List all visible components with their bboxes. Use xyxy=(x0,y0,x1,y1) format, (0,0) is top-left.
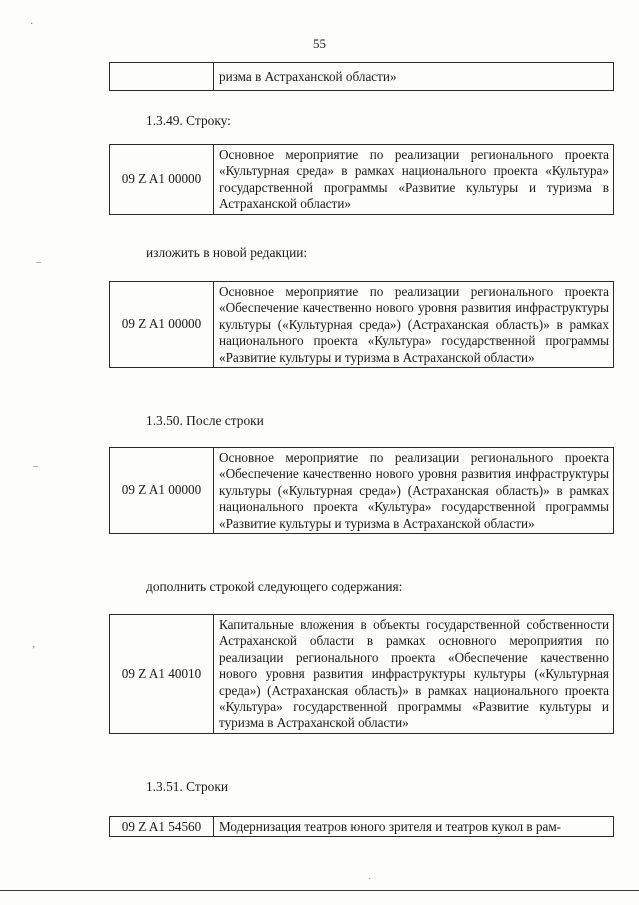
text-cell: Основное мероприятие по реализации регионального проекта «Обеспечение качественно нового уровня развития инфраструктуры культуры («Культурная среда») (Астраханская область)» в рамках национального проекта «Культура» государственной программы «Развитие культуры и туризма в Астраханской области» xyxy=(214,282,614,368)
paragraph-new-edition: изложить в новой редакции: xyxy=(146,245,308,260)
text-cell: Капитальные вложения в объекты государственной собственности Астраханской области в рамках основного мероприятия по реализации регионального проекта «Обеспечение качественно нового уровня развития инфраструктуры культуры («Культурная среда») (Астраханская область)» в рамках национального проекта «Культура» государственной программы «Развитие культуры и туризма в Астраханской области» xyxy=(214,615,614,734)
scan-speck: ‚ xyxy=(32,639,36,650)
code-cell: 09 Z A1 00000 xyxy=(110,282,214,368)
code-cell: 09 Z A1 00000 xyxy=(110,145,214,215)
scan-speck: · xyxy=(368,874,372,885)
text-cell: Модернизация театров юного зрителя и театров кукол в рам- xyxy=(214,817,614,837)
text-cell: Основное мероприятие по реализации регионального проекта «Культурная среда» в рамках национального проекта «Культура» государственной программы «Развитие культуры и туризма в Астраханской области» xyxy=(214,145,614,215)
code-cell: 09 Z A1 40010 xyxy=(110,615,214,734)
table-row xyxy=(110,282,614,368)
code-cell xyxy=(110,63,214,91)
scan-speck: · xyxy=(30,19,34,30)
table-row xyxy=(110,817,614,837)
table-row xyxy=(110,145,614,215)
table-row xyxy=(110,63,614,91)
table-row xyxy=(110,448,614,534)
table-row xyxy=(110,615,614,734)
page-number: 55 xyxy=(313,36,326,51)
page-bottom-rule xyxy=(0,890,639,891)
table-row-after xyxy=(109,447,614,534)
scan-speck: – xyxy=(33,461,38,472)
table-row-original xyxy=(109,144,614,215)
text-cell: Основное мероприятие по реализации регионального проекта «Обеспечение качественно нового уровня развития инфраструктуры культуры («Культурная среда») (Астраханская область)» в рамках национального проекта «Культура» государственной программы «Развитие культуры и туризма в Астраханской области» xyxy=(214,448,614,534)
code-cell: 09 Z A1 00000 xyxy=(110,448,214,534)
code-cell: 09 Z A1 54560 xyxy=(110,817,214,837)
table-row-added xyxy=(109,614,614,734)
paragraph-1-3-51: 1.3.51. Строки xyxy=(146,779,229,794)
table-row-partial xyxy=(109,816,614,837)
table-row-new-edition xyxy=(109,281,614,368)
scan-speck: – xyxy=(36,257,41,268)
paragraph-add-row: дополнить строкой следующего содержания: xyxy=(146,579,403,594)
top-table-fragment xyxy=(109,62,614,91)
paragraph-1-3-49: 1.3.49. Строку: xyxy=(146,113,231,128)
paragraph-1-3-50: 1.3.50. После строки xyxy=(146,413,264,428)
text-cell: ризма в Астраханской области» xyxy=(214,63,614,91)
